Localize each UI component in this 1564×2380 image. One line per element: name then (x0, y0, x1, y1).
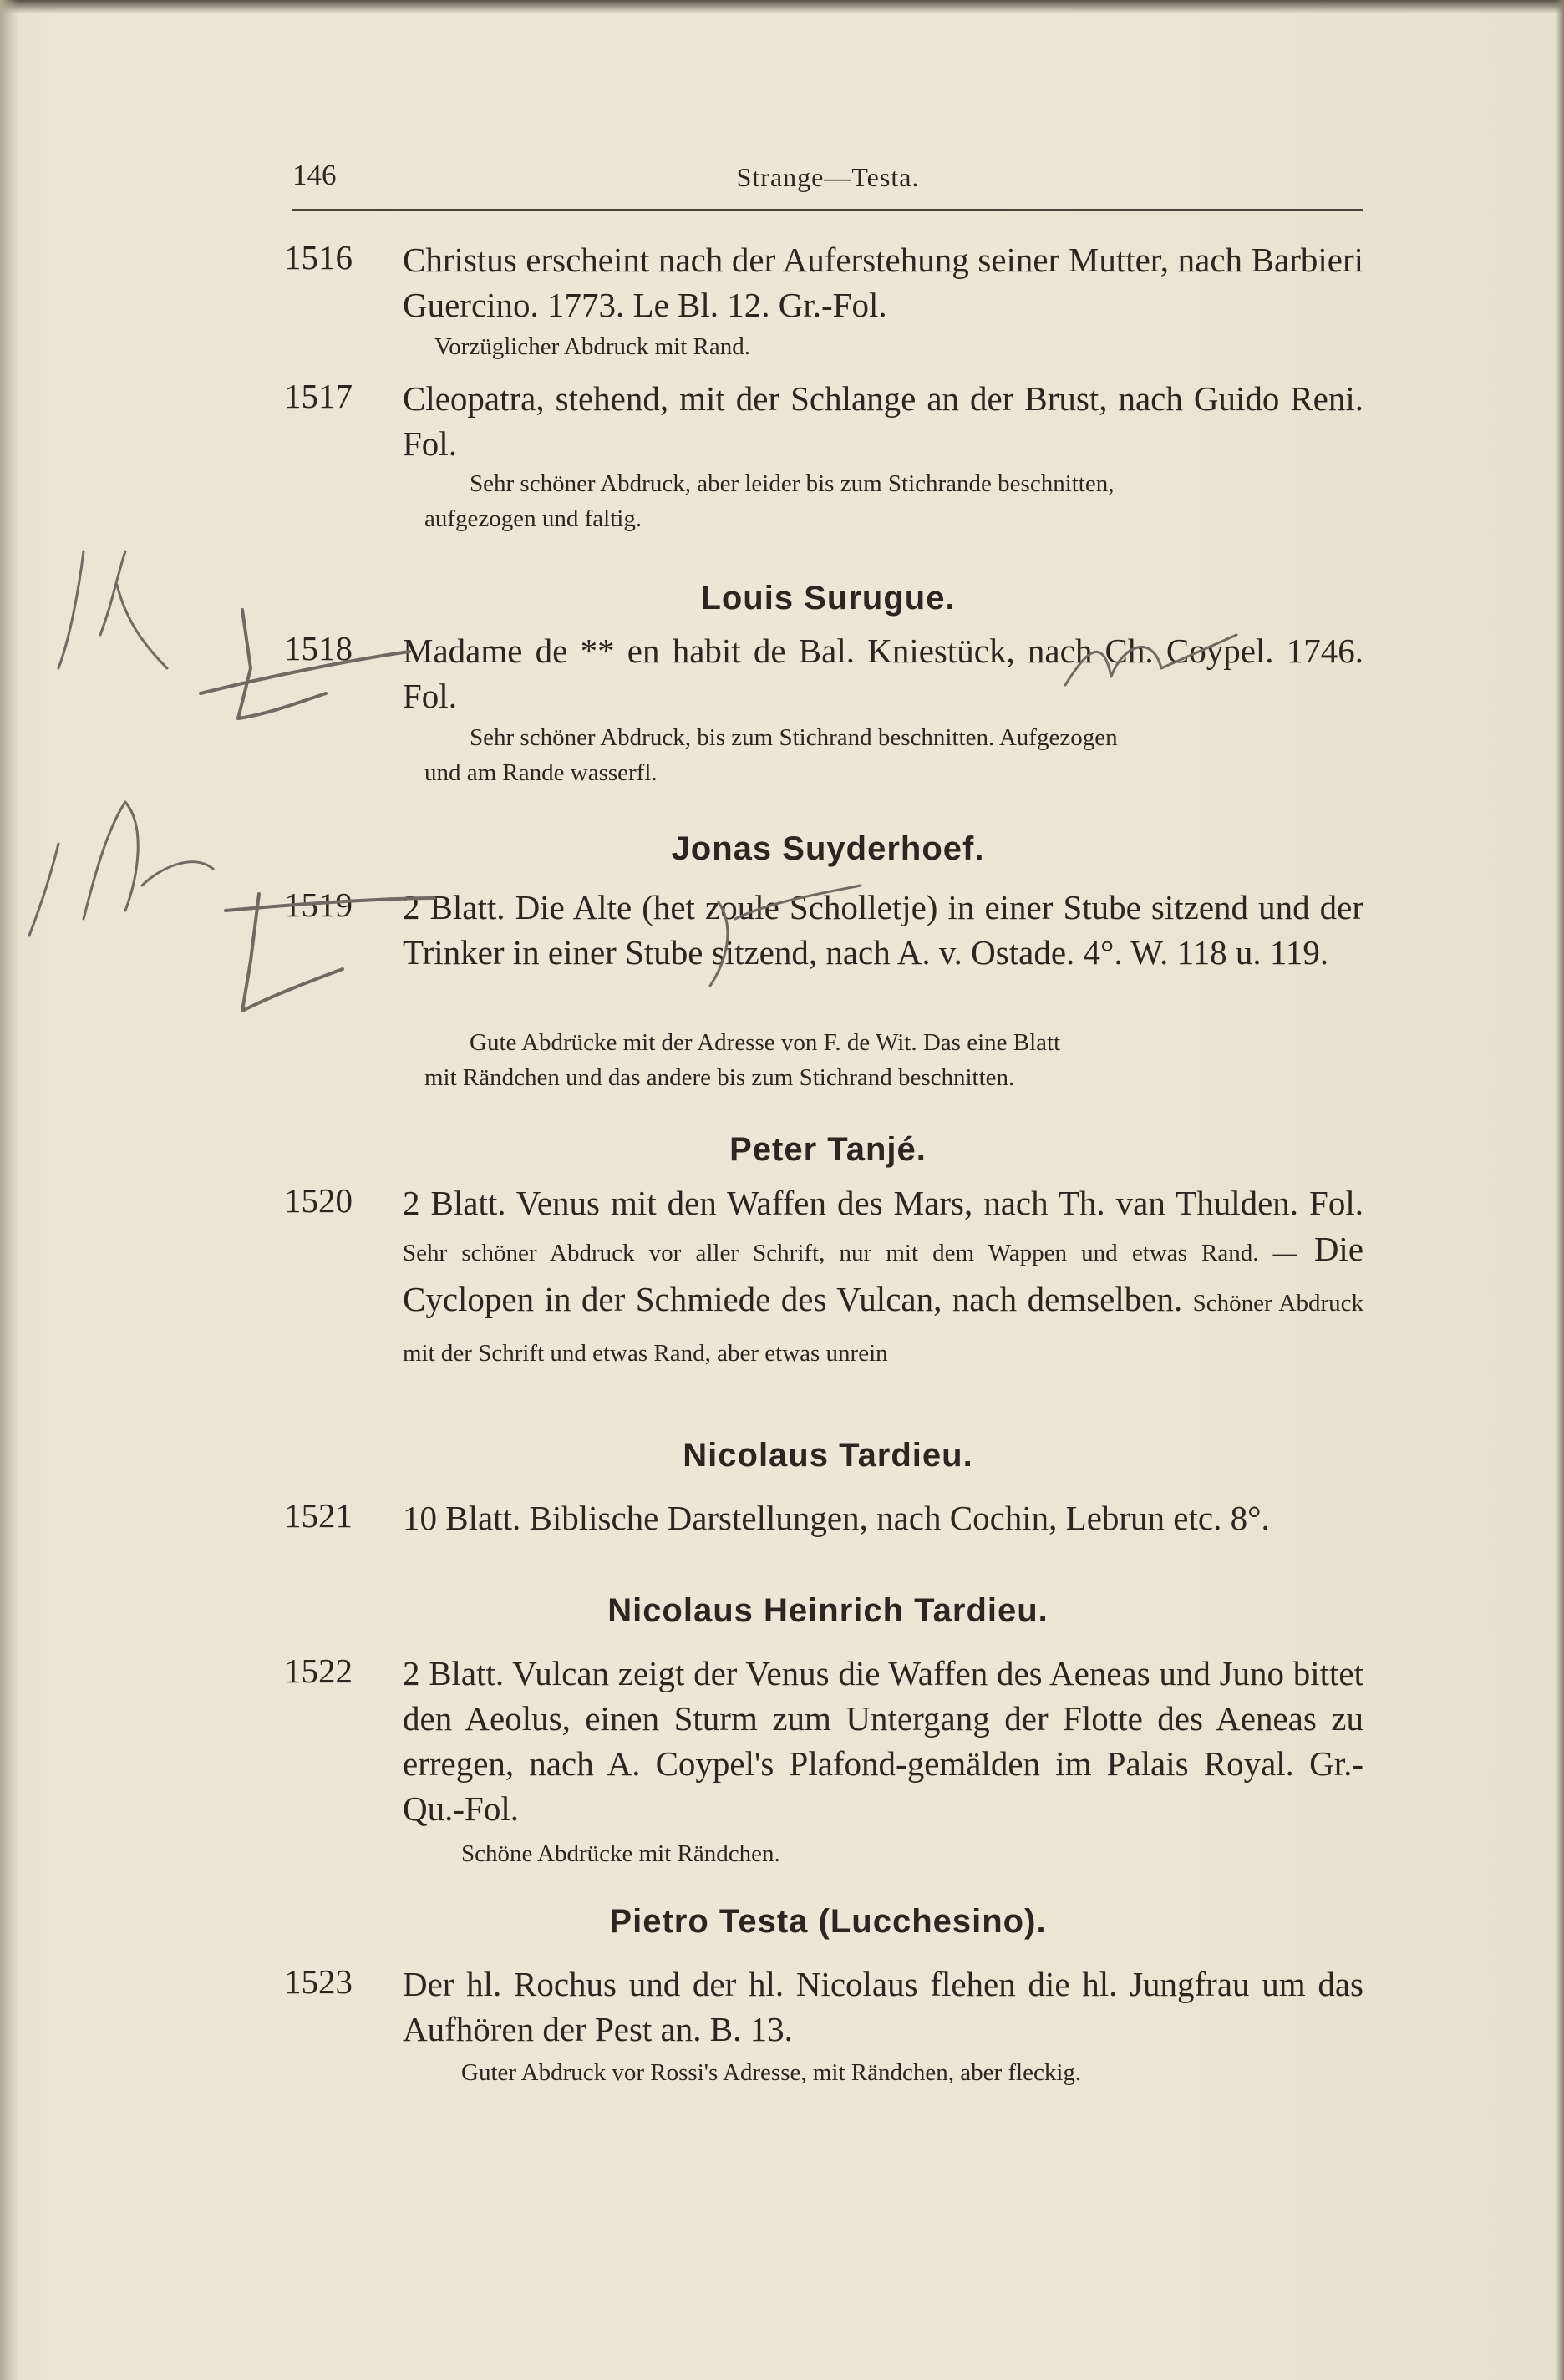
lot-description: Der hl. Rochus und der hl. Nicolaus flehen die hl. Jungfrau um das Aufhören der Pest an. B. 13. (403, 1965, 1363, 2048)
margin-scribble-1 (58, 551, 167, 668)
lot-condition-note-cont: mit Rändchen und das andere bis zum Stichrand beschnitten. (424, 1064, 1015, 1091)
lot-number: 1517 (284, 377, 353, 415)
running-head: Strange—Testa. (736, 162, 920, 192)
lot-entry-1517 (284, 376, 1363, 543)
lot-entry-1516 (284, 237, 1363, 371)
lot-description: 10 Blatt. Biblische Darstellungen, nach Cochin, Lebrun etc. 8°. (403, 1499, 1270, 1537)
lot-description: 2 Blatt. Die Alte (het zoule Scholletje) in einer Stube sitzend und der Trinker in einer Stube sitzend, nach A. v. Ostade. 4°. W. 118 u. 119. (403, 888, 1363, 972)
lot-condition-note: Vorzüglicher Abdruck mit Rand. (434, 333, 751, 360)
artist-heading: Pietro Testa (Lucchesino). (609, 1903, 1047, 1940)
page-edge-top (0, 0, 1564, 13)
artist-heading: Jonas Suyderhoef. (671, 830, 985, 867)
lot-condition-note: Sehr schöner Abdruck, aber leider bis zum Stichrande beschnitten, (470, 470, 1115, 497)
lot-description (403, 1180, 1363, 1377)
artist-heading: Louis Surugue. (700, 580, 956, 617)
lot-entry-1518 (284, 628, 1363, 795)
lot-entry-1522 (284, 1651, 1363, 1893)
lot-number: 1520 (284, 1181, 353, 1220)
margin-scribble-2 (29, 802, 213, 936)
page-edge-right (1556, 0, 1564, 2380)
lot-number: 1516 (284, 238, 353, 277)
lot-entry-1523 (284, 1961, 1363, 2112)
page-header (292, 159, 1363, 211)
lot-description: Christus erscheint nach der Auferstehung seiner Mutter, nach Barbieri Guercino. 1773. Le Bl. 12. Gr.-Fol. (403, 241, 1363, 324)
lot-condition-note: Gute Abdrücke mit der Adresse von F. de Wit. Das eine Blatt (470, 1029, 1061, 1056)
page-number: 146 (292, 159, 337, 191)
lot-description: Madame de ** en habit de Bal. Kniestück, nach Ch. Coypel. 1746. Fol. (403, 632, 1363, 715)
lot-condition-note-1: Sehr schöner Abdruck vor aller Schrift, nur mit dem Wappen und etwas Rand. — (403, 1240, 1297, 1266)
artist-heading: Peter Tanjé. (729, 1131, 927, 1168)
lot-description: Cleopatra, stehend, mit der Schlange an der Brust, nach Guido Reni. Fol. (403, 379, 1363, 463)
lot-description-part-2: Die Cyclopen in der Schmiede des Vulcan, nach demselben. (403, 1230, 1364, 1318)
lot-condition-note: Sehr schöner Abdruck, bis zum Stichrand beschnitten. Aufgezogen (470, 724, 1118, 751)
lot-number: 1519 (284, 886, 353, 924)
lot-entry-1519 (284, 885, 1363, 1102)
lot-condition-note-2: Schöner Abdruck mit der Schrift und etwas Rand, aber etwas unrein (403, 1290, 1363, 1367)
lot-condition-note: Guter Abdruck vor Rossi's Adresse, mit Rändchen, aber fleckig. (461, 2059, 1082, 2086)
lot-number: 1522 (284, 1652, 353, 1690)
lot-description: 2 Blatt. Vulcan zeigt der Venus die Waffen des Aeneas und Juno bittet den Aeolus, einen Sturm zum Untergang der Flotte des Aeneas zu erregen, nach A. Coypel's Plafond-gemälden im Palais Royal. Gr.-Qu.-Fol. (403, 1654, 1363, 1828)
lot-number: 1521 (284, 1496, 353, 1535)
lot-number: 1518 (284, 629, 353, 667)
lot-entry-1520 (284, 1180, 1363, 1398)
artist-heading: Nicolaus Heinrich Tardieu. (607, 1592, 1049, 1629)
lot-entry-1521 (284, 1495, 1363, 1596)
lot-number: 1523 (284, 1962, 353, 2001)
lot-condition-note-cont: und am Rande wasserfl. (424, 759, 658, 786)
lot-condition-note: Schöne Abdrücke mit Rändchen. (461, 1840, 780, 1867)
artist-heading: Nicolaus Tardieu. (683, 1437, 973, 1474)
lot-condition-note-cont: aufgezogen und faltig. (424, 505, 642, 532)
lot-description-part-1: 2 Blatt. Venus mit den Waffen des Mars, nach Th. van Thulden. Fol. (403, 1184, 1363, 1222)
page-edge-left (0, 0, 18, 2380)
